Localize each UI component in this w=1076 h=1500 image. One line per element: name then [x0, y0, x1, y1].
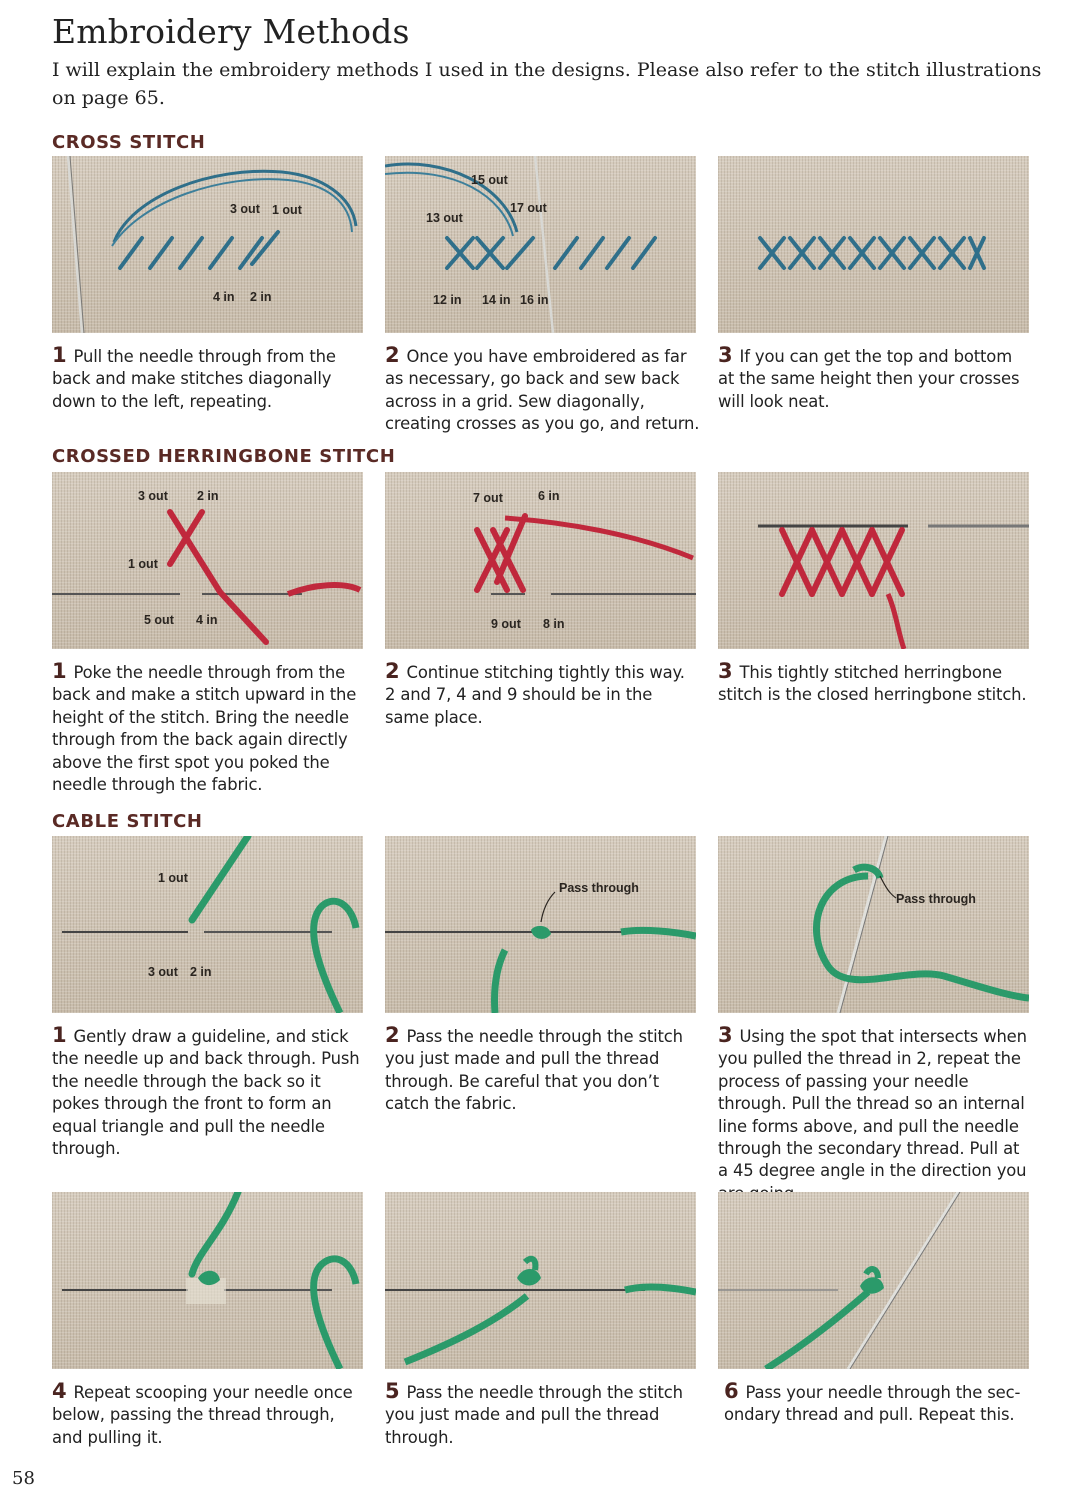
cable-step-2-photo — [385, 836, 696, 1013]
page-title: Embroidery Methods — [52, 12, 410, 51]
step-number: 3 — [718, 1023, 733, 1047]
section-heading-cable-stitch: CABLE STITCH — [52, 811, 203, 832]
label-2-in: 2 in — [250, 290, 272, 304]
step-text: Once you have embroidered as far as necessary, go back and sew back across in a grid. Sew diagonally, creating crosses as you go, and return. — [385, 347, 700, 434]
herringbone-step-1-photo — [52, 472, 363, 649]
cable-step-3-photo — [718, 836, 1029, 1013]
cross-stitch-step-2-caption — [385, 344, 700, 436]
step-number: 2 — [385, 1023, 400, 1047]
label-15-out: 15 out — [471, 173, 508, 187]
label-4-in: 4 in — [196, 613, 218, 627]
cross-stitch-step-3-caption — [718, 344, 1033, 413]
cable-step-1-photo — [52, 836, 363, 1013]
label-8-in: 8 in — [543, 617, 565, 631]
step-number: 5 — [385, 1379, 400, 1403]
herringbone-step-3-caption — [718, 660, 1033, 707]
step-text: Pass your needle through the sec-ondary thread and pull. Repeat this. — [724, 1383, 1021, 1425]
cable-step-1-caption — [52, 1024, 367, 1160]
cable-step-6-caption — [724, 1380, 1039, 1427]
cable-step-3-caption — [718, 1024, 1033, 1205]
step-text: Continue stitching tightly this way. 2 and 7, 4 and 9 should be in the same place. — [385, 663, 685, 727]
step-number: 1 — [52, 343, 67, 367]
step-text: If you can get the top and bottom at the same height then your crosses will look neat. — [718, 347, 1020, 411]
section-heading-crossed-herringbone: CROSSED HERRINGBONE STITCH — [52, 446, 396, 467]
step-text: Pass the needle through the stitch you just made and pull the thread through. — [385, 1383, 683, 1447]
label-5-out: 5 out — [144, 613, 174, 627]
herringbone-step-2-photo — [385, 472, 696, 649]
cable-step-5-caption — [385, 1380, 700, 1449]
cross-stitch-step-1-photo — [52, 156, 363, 333]
label-pass-through: Pass through — [559, 881, 639, 895]
step-number: 1 — [52, 1023, 67, 1047]
label-2-in: 2 in — [190, 965, 212, 979]
step-text: Gently draw a guideline, and stick the needle up and back through. Push the needle through the back so it pokes through the front to form an equal triangle and pull the needle through. — [52, 1027, 360, 1159]
cross-stitch-step-2-photo — [385, 156, 696, 333]
step-text: This tightly stitched herringbone stitch is the closed herringbone stitch. — [718, 663, 1027, 705]
cross-stitch-step-1-caption — [52, 344, 367, 413]
step-number: 4 — [52, 1379, 67, 1403]
step-number: 3 — [718, 343, 733, 367]
intro-paragraph: I will explain the embroidery methods I used in the designs. Please also refer to the stitch illustrations on page 65. — [52, 59, 1042, 109]
step-text: Using the spot that intersects when you pulled the thread in 2, repeat the process of passing your needle through. Pull the thread so an internal line forms above, and pull the needle through the secondary thread. Pull at a 45 degree angle in the direction you — [718, 1027, 1027, 1181]
step-number: 6 — [724, 1379, 739, 1403]
step-number: 1 — [52, 659, 67, 683]
label-6-in: 6 in — [538, 489, 560, 503]
step-number: 3 — [718, 659, 733, 683]
label-1-out: 1 out — [128, 557, 158, 571]
cable-step-5-photo — [385, 1192, 696, 1369]
step-number: 2 — [385, 659, 400, 683]
step-text: Pull the needle through from the back and make stitches diagonally down to the left, repeating. — [52, 347, 336, 411]
label-13-out: 13 out — [426, 211, 463, 225]
label-4-in: 4 in — [213, 290, 235, 304]
label-pass-through: Pass through — [896, 892, 976, 906]
herringbone-step-2-caption — [385, 660, 700, 729]
step-number: 2 — [385, 343, 400, 367]
cable-step-4-photo — [52, 1192, 363, 1369]
label-3-out: 3 out — [230, 202, 260, 216]
herringbone-step-1-caption — [52, 660, 367, 796]
step-text: Repeat scooping your needle once below, passing the thread through, and pulling it. — [52, 1383, 353, 1447]
label-3-out: 3 out — [148, 965, 178, 979]
label-7-out: 7 out — [473, 491, 503, 505]
page-number: 58 — [12, 1468, 35, 1489]
step-text: Poke the needle through from the back and make a stitch upward in the height of the stitch. Bring the needle through from the back again directly above the first spot you poked the needle through the fabric. — [52, 663, 357, 795]
cable-step-2-caption — [385, 1024, 700, 1116]
label-1-out: 1 out — [272, 203, 302, 217]
herringbone-step-3-photo — [718, 472, 1029, 649]
label-1-out: 1 out — [158, 871, 188, 885]
label-2-in: 2 in — [197, 489, 219, 503]
label-14-in: 14 in — [482, 293, 511, 307]
section-heading-cross-stitch: CROSS STITCH — [52, 132, 206, 153]
label-3-out: 3 out — [138, 489, 168, 503]
label-9-out: 9 out — [491, 617, 521, 631]
cable-step-6-photo — [718, 1192, 1029, 1369]
cross-stitch-step-3-photo — [718, 156, 1029, 333]
label-12-in: 12 in — [433, 293, 462, 307]
label-16-in: 16 in — [520, 293, 549, 307]
label-17-out: 17 out — [510, 201, 547, 215]
step-text: Pass the needle through the stitch you just made and pull the thread through. Be careful that you don’t catch the fabric. — [385, 1027, 683, 1114]
cable-step-4-caption — [52, 1380, 367, 1449]
